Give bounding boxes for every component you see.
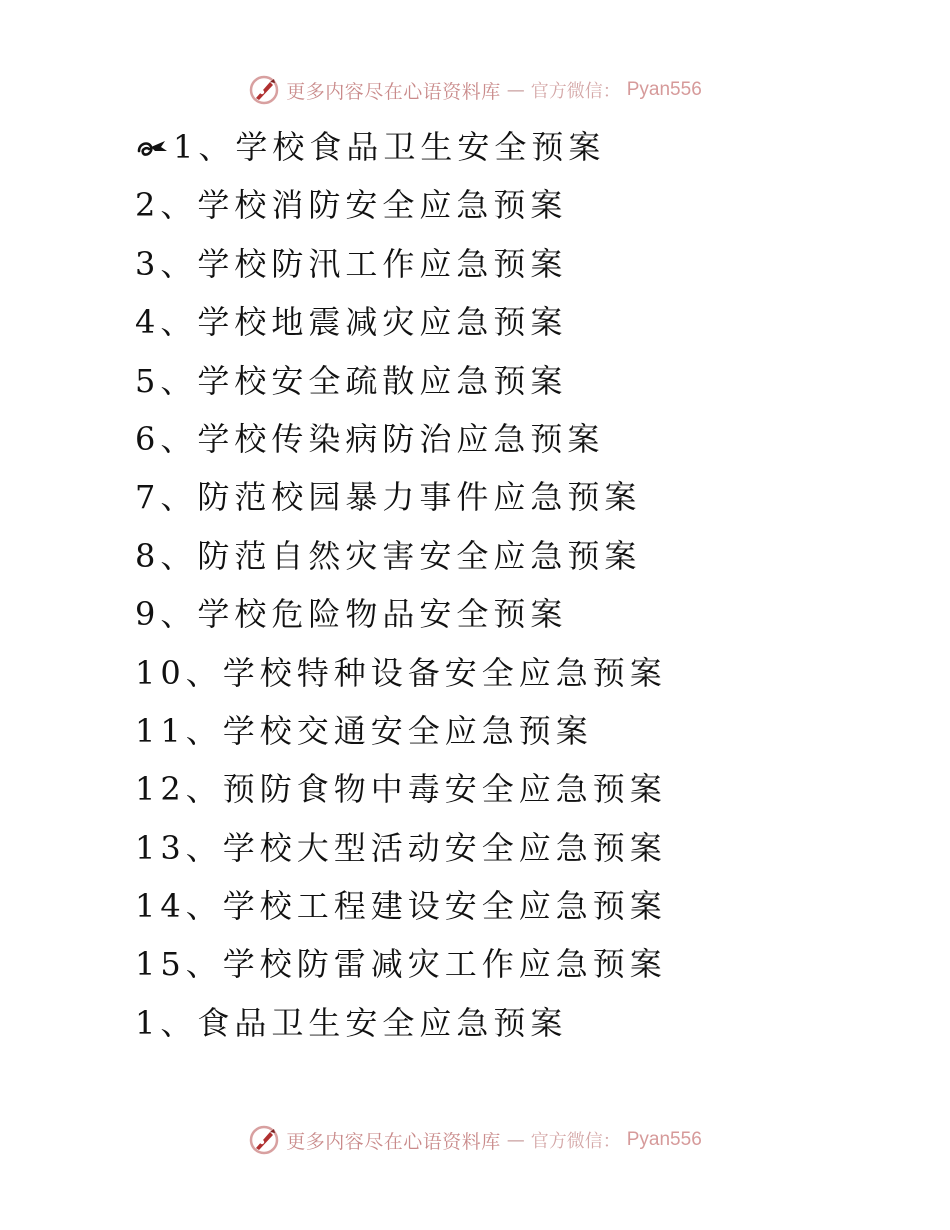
toc-item-number: 2	[135, 186, 161, 225]
toc-item-title: 学校特种设备安全应急预案	[222, 653, 667, 692]
toc-list	[135, 118, 667, 1052]
toc-item-number: 13	[135, 828, 186, 867]
toc-item-title: 学校防汛工作应急预案	[197, 244, 568, 283]
toc-item-separator: 、	[185, 653, 223, 692]
toc-item	[135, 293, 667, 351]
toc-item-number: 9	[135, 595, 161, 634]
toc-item-number: 14	[135, 887, 186, 926]
watermark-label: 官方微信：	[530, 1131, 621, 1152]
toc-item-separator: 、	[160, 478, 198, 517]
toc-item-title: 学校消防安全应急预案	[197, 186, 568, 225]
toc-item	[135, 877, 667, 935]
toc-item	[135, 410, 667, 468]
toc-item-number: 5	[135, 361, 161, 400]
quill-logo-icon	[248, 1124, 280, 1156]
toc-item	[135, 527, 667, 585]
toc-item	[135, 585, 667, 643]
toc-item-number: 12	[135, 770, 186, 809]
toc-item-number: 11	[135, 711, 186, 750]
toc-item	[135, 935, 667, 993]
toc-item-separator: 、	[185, 828, 223, 867]
toc-item-separator: 、	[160, 244, 198, 283]
toc-item-number: 3	[135, 244, 161, 283]
toc-item-separator: 、	[160, 595, 198, 634]
watermark-id: Pyan556	[626, 1129, 702, 1150]
toc-item-separator: 、	[160, 419, 198, 458]
toc-item-title: 防范校园暴力事件应急预案	[197, 478, 642, 517]
toc-item-separator: 、	[185, 711, 223, 750]
toc-item-number: 6	[135, 419, 161, 458]
toc-item	[135, 235, 667, 293]
toc-item-title: 防范自然灾害安全应急预案	[197, 536, 642, 575]
toc-item-number: 1	[135, 1003, 161, 1042]
toc-item-title: 学校食品卫生安全预案	[235, 128, 606, 166]
quill-logo-icon	[248, 74, 280, 106]
toc-item-number: 1	[173, 128, 199, 166]
toc-item-number: 4	[135, 303, 161, 342]
toc-item-title: 学校防雷减灾工作应急预案	[222, 945, 667, 984]
toc-item-separator: 、	[185, 945, 223, 984]
toc-item-number: 8	[135, 536, 161, 575]
toc-item-separator: 、	[185, 770, 223, 809]
ornament-icon	[135, 133, 171, 161]
toc-item	[135, 352, 667, 410]
watermark-label: 官方微信：	[530, 81, 621, 102]
watermark-text: 更多内容尽在心语资料库	[286, 1130, 501, 1153]
toc-item-separator: 、	[198, 128, 236, 166]
watermark-separator: —	[506, 1129, 525, 1151]
toc-item-number: 15	[135, 945, 186, 984]
toc-item-title: 预防食物中毒安全应急预案	[222, 770, 667, 809]
watermark-separator: —	[506, 79, 525, 101]
toc-item-separator: 、	[185, 887, 223, 926]
toc-item-title: 学校地震减灾应急预案	[197, 303, 568, 342]
toc-item-title: 学校工程建设安全应急预案	[222, 887, 667, 926]
toc-item-separator: 、	[160, 303, 198, 342]
toc-item-title: 学校危险物品安全预案	[197, 595, 568, 634]
toc-item-title: 学校大型活动安全应急预案	[222, 828, 667, 867]
toc-item-separator: 、	[160, 1003, 198, 1042]
toc-item-separator: 、	[160, 186, 198, 225]
toc-item	[135, 176, 667, 234]
toc-item-separator: 、	[160, 361, 198, 400]
watermark-id: Pyan556	[626, 79, 702, 100]
toc-item-separator: 、	[160, 536, 198, 575]
toc-item	[135, 118, 667, 176]
toc-item-number: 10	[135, 653, 186, 692]
toc-item	[135, 760, 667, 818]
toc-item-title: 学校传染病防治应急预案	[197, 419, 605, 458]
toc-item-title: 食品卫生安全应急预案	[197, 1003, 568, 1042]
toc-item	[135, 819, 667, 877]
watermark-footer	[0, 1124, 950, 1156]
toc-item-title: 学校安全疏散应急预案	[197, 361, 568, 400]
toc-item-number: 7	[135, 478, 161, 517]
toc-item	[135, 702, 667, 760]
toc-item	[135, 644, 667, 702]
toc-item	[135, 468, 667, 526]
toc-item	[135, 994, 667, 1052]
watermark-text: 更多内容尽在心语资料库	[286, 80, 501, 103]
toc-item-title: 学校交通安全应急预案	[222, 711, 593, 750]
watermark-header	[0, 74, 950, 106]
